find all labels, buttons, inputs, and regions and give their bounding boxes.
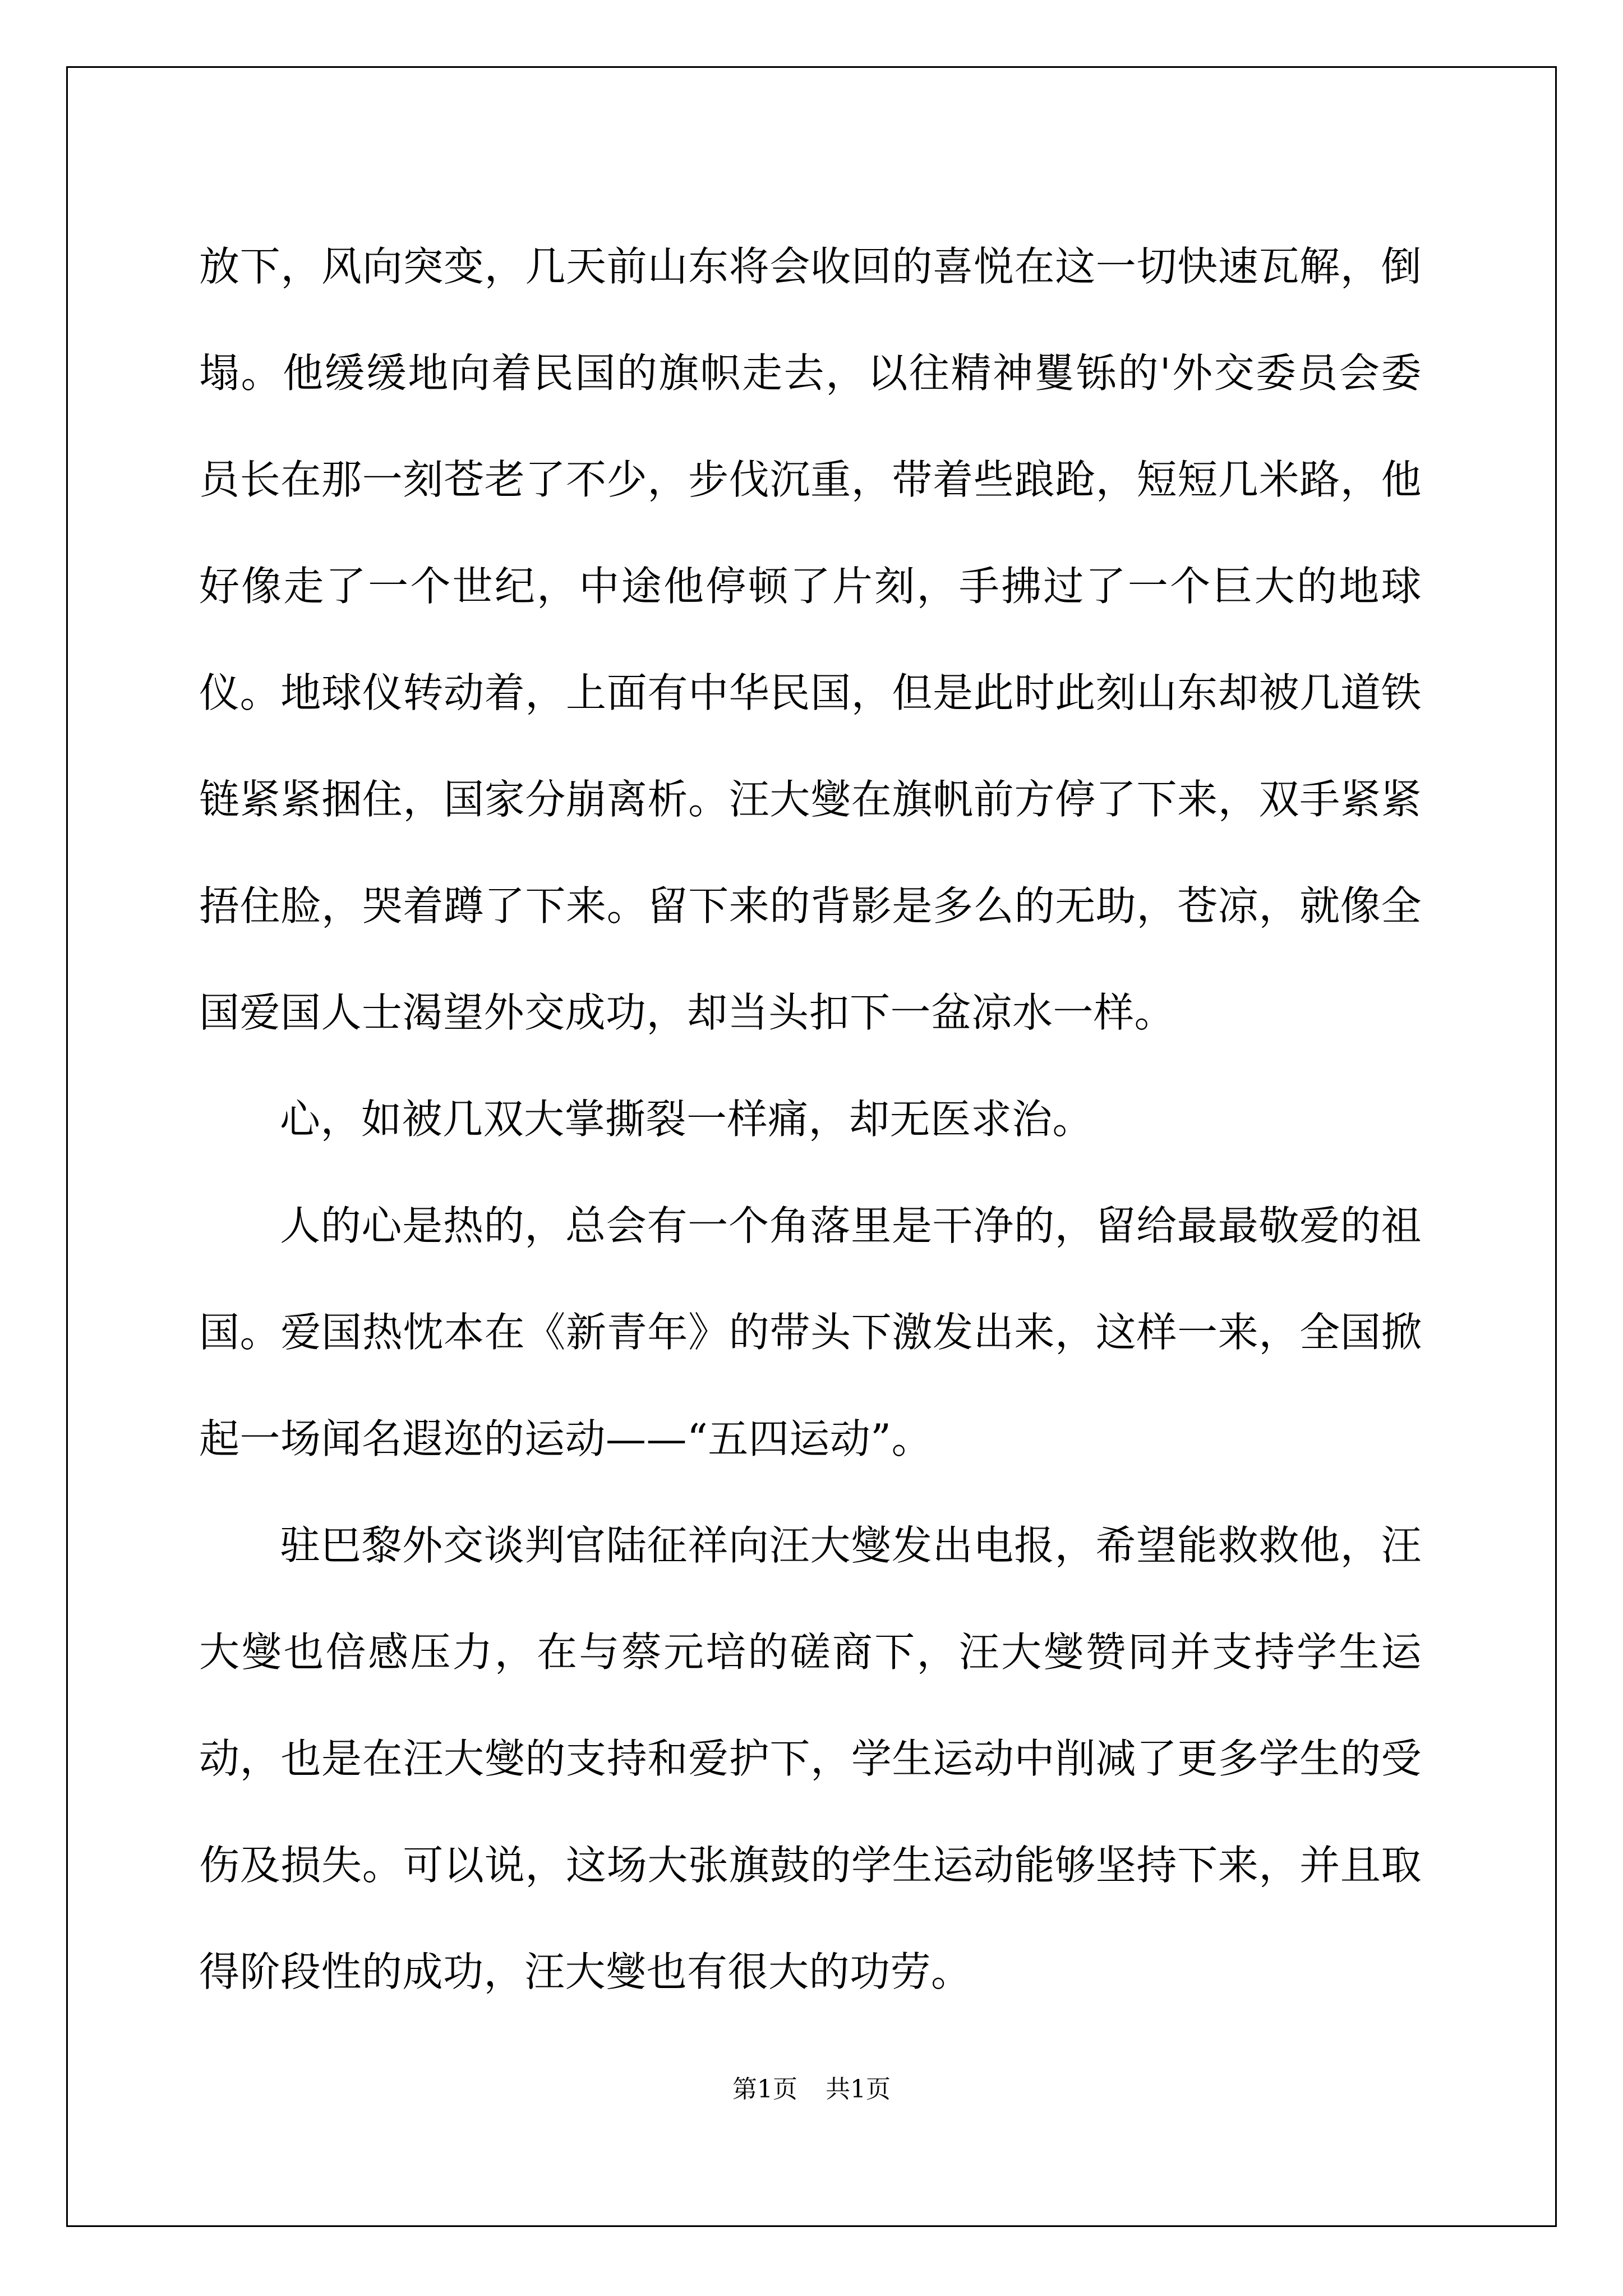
page-number-current: 第1页 [732, 2075, 797, 2104]
paragraph-2: 心，如被几双大掌撕裂一样痛，却无医求治。 [280, 1096, 1094, 1143]
paragraph-4: 驻巴黎外交谈判官陆征祥向汪大燮发出电报，希望能救救他，汪大燮也倍感压力，在与蔡元培的磋商下，汪大燮赞同并支持学生运动，也是在汪大燮的支持和爱护下，学生运动中削减了更多学生的受伤及损失。可以说，这场大张旗鼓的学生运动能够坚持下来，并且取得阶段性的成功，汪大燮也有很大的功劳。 [199, 1522, 1422, 1995]
paragraph-1: 放下，风向突变，几天前山东将会收回的喜悦在这一切快速瓦解，倒塌。他缓缓地向着民国的旗帜走去，以往精神矍铄的'外交委员会委员长在那一刻苍老了不少，步伐沉重，带着些踉跄，短短几米路，他好像走了一个世纪，中途他停顿了片刻，手拂过了一个巨大的地球仪。地球仪转动着，上面有中华民国，但是此时此刻山东却被几道铁链紧紧捆住，国家分崩离析。汪大燮在旗帆前方停了下来，双手紧紧捂住脸，哭着蹲了下来。留下来的背影是多么的无助，苍凉，就像全国爱国人士渴望外交成功，却当头扣下一盆凉水一样。 [199, 243, 1422, 1036]
document-body [199, 213, 1422, 2025]
paragraph-3: 人的心是热的，总会有一个角落里是干净的，留给最最敬爱的祖国。爱国热忱本在《新青年》的带头下激发出来，这样一来，全国掀起一场闻名遐迩的运动——“五四运动”。 [199, 1202, 1422, 1462]
page-footer [0, 2069, 1623, 2105]
page-number-total: 共1页 [826, 2075, 891, 2104]
